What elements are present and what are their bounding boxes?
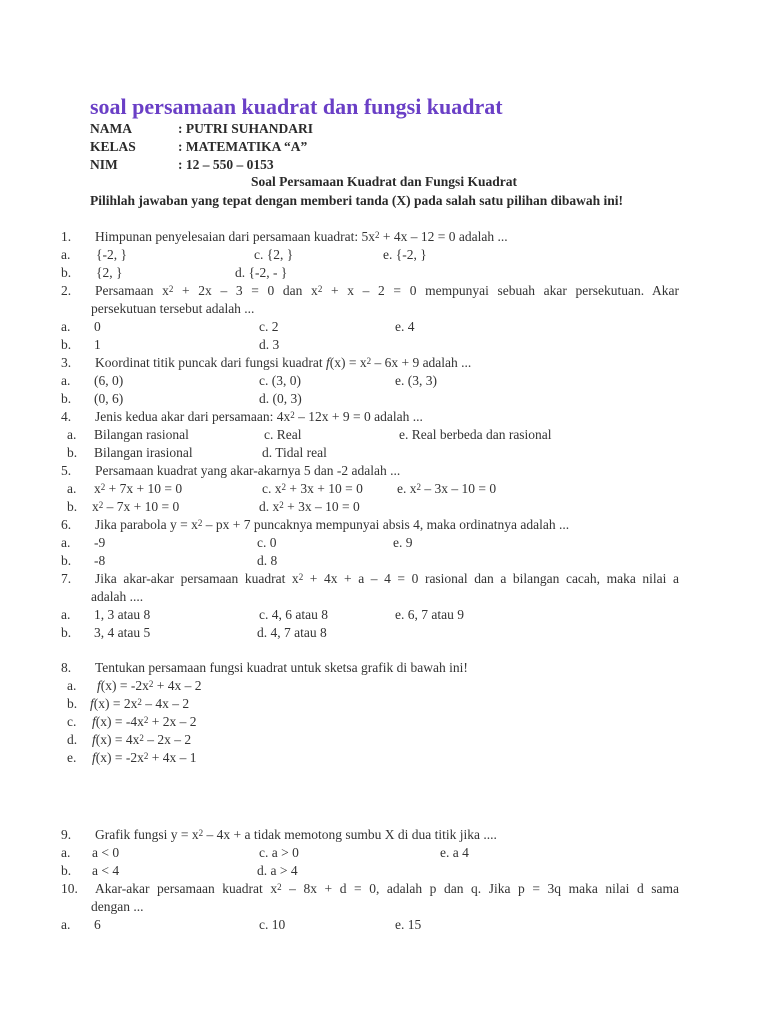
- option-c[interactable]: c. $x^2 + 3x + 10 = 0$: [262, 481, 363, 496]
- option-d[interactable]: d. {-2, - }: [235, 265, 288, 280]
- identity-label: KELAS: [90, 139, 136, 154]
- question-10-continuation: dengan ...: [91, 899, 144, 914]
- question-number: 6.: [61, 517, 72, 532]
- option-c[interactable]: c. {2, }: [254, 247, 294, 262]
- option-label: b.: [67, 499, 78, 514]
- document-title: soal persamaan kuadrat dan fungsi kuadrat: [90, 94, 503, 119]
- option-label: a.: [61, 319, 71, 334]
- option-label: b.: [61, 265, 72, 280]
- question-2: 2. Persamaan $x^2 + 2x - 3 = 0$ dan $x^2 + x - 2 = 0$ mempunyai sebuah akar persekutuan. Akar: [61, 283, 679, 298]
- option-a[interactable]: 6: [94, 917, 101, 932]
- option-text: $f(x) = -4x^2 + 2x - 2$: [92, 714, 197, 729]
- option-e[interactable]: e. (3, 3): [395, 373, 437, 388]
- option-label: e.: [67, 750, 77, 765]
- option-b[interactable]: 1: [94, 337, 101, 352]
- option-e[interactable]: e. 15: [395, 917, 422, 932]
- option-label: d.: [67, 732, 78, 747]
- option-label: b.: [67, 445, 78, 460]
- option-label: a.: [61, 373, 71, 388]
- question-8: 8. Tentukan persamaan fungsi kuadrat untuk sketsa grafik di bawah ini!: [61, 660, 468, 675]
- question-number: 10.: [61, 881, 78, 896]
- option-c[interactable]: c. 10: [259, 917, 286, 932]
- instruction-text: Pilihlah jawaban yang tepat dengan memberi tanda (X) pada salah satu pilihan dibawah ini!: [90, 193, 623, 208]
- question-9: 9. Grafik fungsi $y = x^2 - 4x + a$ tidak memotong sumbu X di dua titik jika ....: [61, 827, 497, 842]
- option-a[interactable]: -9: [94, 535, 106, 550]
- option-label: b.: [61, 625, 72, 640]
- question-7: 7. Jika akar-akar persamaan kuadrat $x^2 + 4x + a - 4 = 0$ rasional dan a bilangan cacah, maka nilai a: [61, 571, 679, 586]
- option-b[interactable]: a < 4: [92, 863, 120, 878]
- question-2-continuation: persekutuan tersebut adalah ...: [91, 301, 255, 316]
- option-b[interactable]: (0, 6): [94, 391, 124, 406]
- option-b[interactable]: {2, }: [96, 265, 123, 280]
- option-label: b.: [61, 337, 72, 352]
- question-10: 10. Akar-akar persamaan kuadrat $x^2 - 8x + d = 0$, adalah p dan q. Jika p = 3q maka nilai d sama: [61, 881, 680, 896]
- option-d[interactable]: d. Tidal real: [262, 445, 327, 460]
- option-a[interactable]: 0: [94, 319, 101, 334]
- question-number: 3.: [61, 355, 72, 370]
- option-a[interactable]: a < 0: [92, 845, 120, 860]
- option-a[interactable]: {-2, }: [96, 247, 127, 262]
- option-d[interactable]: d. a > 4: [257, 863, 298, 878]
- question-number: 8.: [61, 660, 72, 675]
- option-a[interactable]: (6, 0): [94, 373, 124, 388]
- option-label: b.: [67, 696, 78, 711]
- question-number: 9.: [61, 827, 72, 842]
- option-d[interactable]: d. 4, 7 atau 8: [257, 625, 327, 640]
- option-d[interactable]: d. 8: [257, 553, 278, 568]
- option-text: $f(x) = 2x^2 - 4x - 2$: [90, 696, 190, 711]
- option-d[interactable]: d. 3: [259, 337, 280, 352]
- question-number: 1.: [61, 229, 72, 244]
- question-number: 4.: [61, 409, 72, 424]
- option-b[interactable]: Bilangan irasional: [94, 445, 193, 460]
- option-text: $f(x) = -2x^2 + 4x - 2$: [97, 678, 202, 693]
- option-e[interactable]: e. {-2, }: [383, 247, 427, 262]
- option-label: b.: [61, 553, 72, 568]
- identity-label: NAMA: [90, 121, 132, 136]
- identity-value: : MATEMATIKA “A”: [178, 139, 308, 154]
- option-e[interactable]: e. 6, 7 atau 9: [395, 607, 464, 622]
- option-label: a.: [67, 678, 77, 693]
- option-d[interactable]: d. (0, 3): [259, 391, 302, 406]
- option-c[interactable]: c. a > 0: [259, 845, 299, 860]
- section-subtitle: Soal Persamaan Kuadrat dan Fungsi Kuadrat: [251, 174, 517, 189]
- option-c[interactable]: c. 0: [257, 535, 277, 550]
- identity-value: : PUTRI SUHANDARI: [178, 121, 314, 136]
- option-label: c.: [67, 714, 77, 729]
- question-6: 6. Jika parabola $y = x^2$ – px + 7 puncaknya mempunyai absis 4, maka ordinatnya adalah ...: [61, 517, 570, 532]
- option-c[interactable]: c. 2: [259, 319, 279, 334]
- option-label: a.: [61, 845, 71, 860]
- option-label: a.: [61, 917, 71, 932]
- question-5: 5. Persamaan kuadrat yang akar-akarnya 5 dan -2 adalah ...: [61, 463, 401, 478]
- option-e[interactable]: e. a 4: [440, 845, 469, 860]
- identity-nim: [90, 157, 274, 173]
- identity-class: [90, 139, 307, 155]
- question-number: 2.: [61, 283, 72, 298]
- identity-label: NIM: [90, 157, 118, 172]
- option-label: a.: [67, 427, 77, 442]
- question-7-continuation: adalah ....: [91, 589, 144, 604]
- option-a[interactable]: $x^2 + 7x + 10 = 0$: [94, 481, 183, 496]
- option-label: b.: [61, 391, 72, 406]
- option-e[interactable]: e. $x^2 - 3x - 10 = 0$: [397, 481, 497, 496]
- option-c[interactable]: c. 4, 6 atau 8: [259, 607, 328, 622]
- option-d[interactable]: d. $x^2 + 3x - 10 = 0$: [259, 499, 360, 514]
- option-label: a.: [67, 481, 77, 496]
- option-label: a.: [61, 247, 71, 262]
- option-a[interactable]: Bilangan rasional: [94, 427, 189, 442]
- option-b[interactable]: -8: [94, 553, 106, 568]
- option-c[interactable]: c. Real: [264, 427, 302, 442]
- question-3: 3. Koordinat titik puncak dari fungsi kuadrat $f(x) = x^2 - 6x + 9$ adalah ...: [61, 355, 472, 370]
- identity-value: : 12 – 550 – 0153: [178, 157, 274, 172]
- option-e[interactable]: e. Real berbeda dan rasional: [399, 427, 552, 442]
- question-number: 5.: [61, 463, 72, 478]
- option-label: b.: [61, 863, 72, 878]
- option-e[interactable]: e. 4: [395, 319, 415, 334]
- option-text: $f(x) = -2x^2 + 4x - 1$: [92, 750, 197, 765]
- option-b[interactable]: $x^2 - 7x + 10 = 0$: [92, 499, 180, 514]
- identity-name: [90, 121, 313, 137]
- option-b[interactable]: 3, 4 atau 5: [94, 625, 151, 640]
- question-4: 4. Jenis kedua akar dari persamaan: $4x^2 - 12x + 9 = 0$ adalah ...: [61, 409, 423, 424]
- option-label: a.: [61, 535, 71, 550]
- question-number: 7.: [61, 571, 72, 586]
- option-label: a.: [61, 607, 71, 622]
- option-a[interactable]: 1, 3 atau 8: [94, 607, 151, 622]
- option-e[interactable]: e. 9: [393, 535, 413, 550]
- option-text: $f(x) = 4x^2 - 2x - 2$: [92, 732, 192, 747]
- question-1: 1. Himpunan penyelesaian dari persamaan kuadrat: $5x^2 + 4x - 12 = 0$ adalah ...: [61, 229, 508, 244]
- option-c[interactable]: c. (3, 0): [259, 373, 301, 388]
